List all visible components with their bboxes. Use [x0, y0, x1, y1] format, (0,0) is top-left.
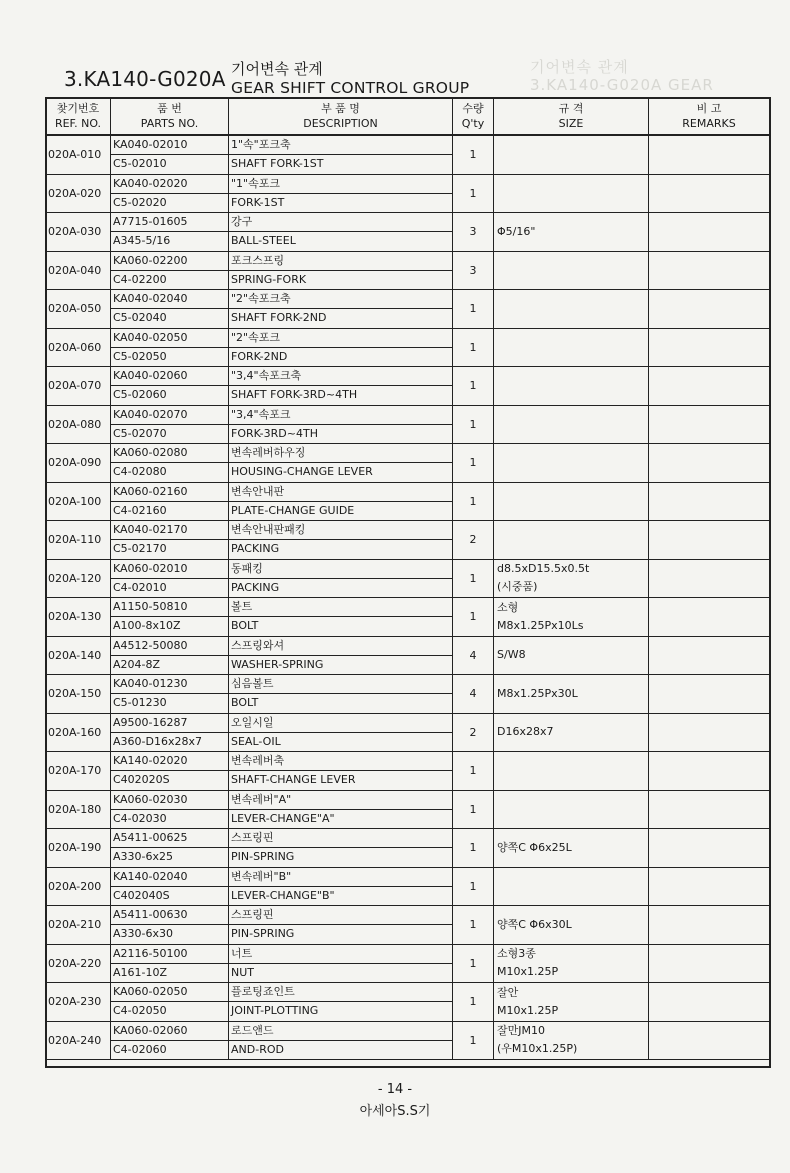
- table-row: [46, 559, 770, 598]
- description-english: FORK-2ND: [231, 349, 288, 363]
- description-cell: [229, 636, 453, 675]
- part-number: KA040-02020: [111, 175, 228, 194]
- size-cell: [494, 867, 649, 906]
- description-cell: [229, 829, 453, 868]
- description-cell: [229, 213, 453, 252]
- description-cell: [229, 790, 453, 829]
- qty-cell: 1: [453, 328, 494, 367]
- size-line-1: 잘만JM10: [497, 1024, 545, 1038]
- description-korean: "1"속포크: [229, 175, 452, 194]
- part-number: KA040-02060: [111, 367, 228, 386]
- description-english: FORK-1ST: [231, 195, 285, 209]
- description-english: SHAFT FORK-1ST: [231, 157, 324, 171]
- qty-cell: 2: [453, 713, 494, 752]
- part-number-alt: C5-02060: [113, 388, 167, 402]
- size-line-1: d8.5xD15.5x0.5t: [497, 562, 590, 576]
- remarks-cell: [649, 444, 770, 483]
- remarks-cell: [649, 752, 770, 791]
- part-number-alt: A330-6x30: [113, 927, 173, 941]
- ref-no-cell: 020A-150: [46, 675, 111, 714]
- remarks-cell: [649, 713, 770, 752]
- table-row: [46, 906, 770, 945]
- qty-cell: 1: [453, 790, 494, 829]
- part-number-alt: C4-02060: [113, 1042, 167, 1056]
- qty-cell: 1: [453, 944, 494, 983]
- qty-cell: 3: [453, 213, 494, 252]
- size-line-2: (우M10x1.25P): [497, 1042, 578, 1056]
- parts-table: [45, 97, 770, 1060]
- size-cell: [494, 251, 649, 290]
- qty-cell: 1: [453, 867, 494, 906]
- table-row: [46, 213, 770, 252]
- size-line-1: 소형: [497, 600, 519, 614]
- part-number: A7715-01605: [111, 213, 228, 232]
- description-korean: "2"속포크축: [229, 290, 452, 309]
- size-line-1: 잘안: [497, 985, 519, 999]
- parts-no-cell: [111, 790, 229, 829]
- ref-no-cell: 020A-060: [46, 328, 111, 367]
- remarks-cell: [649, 790, 770, 829]
- size-line-2: M10x1.25P: [497, 1003, 559, 1017]
- parts-no-cell: [111, 598, 229, 637]
- table-row: [46, 636, 770, 675]
- ref-no-cell: 020A-140: [46, 636, 111, 675]
- description-english: AND-ROD: [231, 1042, 284, 1056]
- description-korean: "3,4"속포크축: [229, 367, 452, 386]
- ref-no-cell: 020A-020: [46, 174, 111, 213]
- size-cell: [494, 983, 649, 1022]
- remarks-cell: [649, 598, 770, 637]
- size-cell: [494, 328, 649, 367]
- description-cell: [229, 867, 453, 906]
- parts-no-cell: [111, 752, 229, 791]
- part-number: KA060-02030: [111, 791, 228, 810]
- description-english: SEAL-OIL: [231, 734, 281, 748]
- parts-no-cell: [111, 135, 229, 174]
- part-number: KA060-02050: [111, 983, 228, 1002]
- size-line-1: 소형3종: [497, 947, 536, 961]
- part-number: A4512-50080: [111, 637, 228, 656]
- remarks-cell: [649, 328, 770, 367]
- description-korean: 스프링와셔: [229, 637, 452, 656]
- table-row: [46, 944, 770, 983]
- ref-no-cell: 020A-160: [46, 713, 111, 752]
- size-cell: [494, 598, 649, 637]
- ref-no-cell: 020A-030: [46, 213, 111, 252]
- description-korean: 동패킹: [229, 560, 452, 579]
- size-cell: [494, 829, 649, 868]
- size-cell: [494, 944, 649, 983]
- table-row: [46, 983, 770, 1022]
- description-english: BALL-STEEL: [231, 234, 296, 248]
- description-cell: [229, 944, 453, 983]
- qty-cell: 1: [453, 174, 494, 213]
- parts-no-cell: [111, 328, 229, 367]
- ref-no-cell: 020A-010: [46, 135, 111, 174]
- remarks-cell: [649, 1021, 770, 1060]
- table-row: [46, 174, 770, 213]
- qty-cell: 1: [453, 444, 494, 483]
- table-row: [46, 290, 770, 329]
- parts-no-cell: [111, 290, 229, 329]
- remarks-cell: [649, 867, 770, 906]
- parts-no-cell: [111, 251, 229, 290]
- qty-cell: 1: [453, 752, 494, 791]
- remarks-cell: [649, 559, 770, 598]
- description-cell: [229, 482, 453, 521]
- description-korean: 스프링핀: [229, 906, 452, 925]
- table-header-row: [46, 98, 770, 136]
- ref-no-cell: 020A-220: [46, 944, 111, 983]
- group-title-korean: 기어변속 관계: [231, 60, 323, 78]
- description-korean: 변속레버"A": [229, 791, 452, 810]
- qty-cell: 2: [453, 521, 494, 560]
- part-number-alt: C5-02170: [113, 542, 167, 556]
- qty-cell: 1: [453, 1021, 494, 1060]
- col-header-description: 부 품 명 DESCRIPTION: [229, 98, 453, 136]
- parts-no-cell: [111, 367, 229, 406]
- part-number: A1150-50810: [111, 598, 228, 617]
- size-cell: [494, 290, 649, 329]
- part-number-alt: C4-02200: [113, 272, 167, 286]
- description-korean: 변속레버"B": [229, 868, 452, 887]
- remarks-cell: [649, 906, 770, 945]
- table-row: [46, 405, 770, 444]
- description-cell: [229, 713, 453, 752]
- remarks-cell: [649, 482, 770, 521]
- size-cell: [494, 135, 649, 174]
- col-header-qty: 수량 Q'ty: [453, 98, 494, 136]
- group-code: 3.KA140-G020A: [64, 67, 226, 91]
- part-number-alt: A161-10Z: [113, 965, 168, 979]
- part-number-alt: A345-5/16: [113, 234, 171, 248]
- ref-no-cell: 020A-040: [46, 251, 111, 290]
- description-cell: [229, 906, 453, 945]
- ref-no-cell: 020A-210: [46, 906, 111, 945]
- table-row: [46, 367, 770, 406]
- description-english: WASHER-SPRING: [231, 657, 324, 671]
- description-korean: "3,4"속포크: [229, 406, 452, 425]
- remarks-cell: [649, 829, 770, 868]
- part-number-alt: C5-02070: [113, 426, 167, 440]
- remarks-cell: [649, 290, 770, 329]
- table-row: [46, 328, 770, 367]
- part-number-alt: C5-02040: [113, 311, 167, 325]
- size-cell: [494, 521, 649, 560]
- parts-no-cell: [111, 636, 229, 675]
- description-korean: 변속레버하우징: [229, 444, 452, 463]
- remarks-cell: [649, 405, 770, 444]
- description-cell: [229, 521, 453, 560]
- description-english: LEVER-CHANGE"B": [231, 888, 335, 902]
- part-number-alt: A100-8x10Z: [113, 619, 181, 633]
- qty-cell: 4: [453, 636, 494, 675]
- size-line-1: M8x1.25Px30L: [497, 686, 578, 700]
- bleed-through-text: 기어변속 관계 3.KA140-G020A GEAR: [530, 58, 714, 94]
- description-english: HOUSING-CHANGE LEVER: [231, 465, 373, 479]
- part-number: A5411-00630: [111, 906, 228, 925]
- size-cell: [494, 636, 649, 675]
- description-korean: 1"속"포크축: [229, 136, 452, 155]
- qty-cell: 1: [453, 983, 494, 1022]
- description-english: NUT: [231, 965, 254, 979]
- table-row: [46, 790, 770, 829]
- ref-no-cell: 020A-080: [46, 405, 111, 444]
- part-number: KA040-02070: [111, 406, 228, 425]
- description-cell: [229, 405, 453, 444]
- description-korean: 플로팅죠인트: [229, 983, 452, 1002]
- size-line-2: (시중품): [497, 580, 538, 594]
- description-english: PLATE-CHANGE GUIDE: [231, 503, 355, 517]
- parts-no-cell: [111, 983, 229, 1022]
- parts-no-cell: [111, 906, 229, 945]
- description-english: LEVER-CHANGE"A": [231, 811, 335, 825]
- ref-no-cell: 020A-130: [46, 598, 111, 637]
- size-cell: [494, 405, 649, 444]
- part-number-alt: A330-6x25: [113, 850, 173, 864]
- ref-no-cell: 020A-180: [46, 790, 111, 829]
- description-cell: [229, 367, 453, 406]
- part-number-alt: C4-02050: [113, 1004, 167, 1018]
- remarks-cell: [649, 675, 770, 714]
- ref-no-cell: 020A-050: [46, 290, 111, 329]
- ref-no-cell: 020A-070: [46, 367, 111, 406]
- table-row: [46, 482, 770, 521]
- ref-no-cell: 020A-240: [46, 1021, 111, 1060]
- part-number-alt: C4-02080: [113, 465, 167, 479]
- part-number: A5411-00625: [111, 829, 228, 848]
- table-row: [46, 135, 770, 174]
- parts-no-cell: [111, 1021, 229, 1060]
- description-cell: [229, 251, 453, 290]
- col-header-remarks: 비 고 REMARKS: [649, 98, 770, 136]
- col-header-ref: 찾기번호 REF. NO.: [46, 98, 111, 136]
- remarks-cell: [649, 944, 770, 983]
- description-english: FORK-3RD~4TH: [231, 426, 318, 440]
- size-line-1: S/W8: [497, 648, 526, 662]
- ref-no-cell: 020A-190: [46, 829, 111, 868]
- parts-no-cell: [111, 174, 229, 213]
- col-header-parts-no: 품 번 PARTS NO.: [111, 98, 229, 136]
- part-number: A2116-50100: [111, 945, 228, 964]
- description-cell: [229, 675, 453, 714]
- description-english: SPRING-FORK: [231, 272, 307, 286]
- description-korean: 변속레버축: [229, 752, 452, 771]
- part-number-alt: C5-02020: [113, 195, 167, 209]
- table-row: [46, 867, 770, 906]
- qty-cell: 4: [453, 675, 494, 714]
- size-cell: [494, 444, 649, 483]
- qty-cell: 1: [453, 405, 494, 444]
- description-english: PACKING: [231, 542, 280, 556]
- qty-cell: 1: [453, 135, 494, 174]
- size-cell: [494, 790, 649, 829]
- size-line-1: D16x28x7: [497, 725, 554, 739]
- part-number: KA040-02010: [111, 136, 228, 155]
- ref-no-cell: 020A-170: [46, 752, 111, 791]
- table-row: [46, 251, 770, 290]
- part-number: A9500-16287: [111, 714, 228, 733]
- size-cell: [494, 174, 649, 213]
- description-english: BOLT: [231, 619, 259, 633]
- ref-no-cell: 020A-110: [46, 521, 111, 560]
- table-row: [46, 598, 770, 637]
- part-number-alt: C402020S: [113, 773, 170, 787]
- part-number: KA040-02050: [111, 329, 228, 348]
- description-korean: 로드앤드: [229, 1022, 452, 1041]
- qty-cell: 1: [453, 559, 494, 598]
- parts-no-cell: [111, 675, 229, 714]
- part-number-alt: A204-8Z: [113, 657, 161, 671]
- part-number-alt: C4-02160: [113, 503, 167, 517]
- description-cell: [229, 559, 453, 598]
- table-row: [46, 675, 770, 714]
- part-number: KA140-02020: [111, 752, 228, 771]
- ref-no-cell: 020A-100: [46, 482, 111, 521]
- size-line-1: 양쪽C Φ6x30L: [497, 917, 572, 931]
- part-number: KA060-02160: [111, 483, 228, 502]
- description-cell: [229, 752, 453, 791]
- part-number-alt: A360-D16x28x7: [113, 734, 202, 748]
- description-korean: 변속안내판패킹: [229, 521, 452, 540]
- ref-no-cell: 020A-230: [46, 983, 111, 1022]
- description-english: PACKING: [231, 580, 280, 594]
- parts-no-cell: [111, 213, 229, 252]
- description-english: PIN-SPRING: [231, 927, 295, 941]
- description-korean: 포크스프링: [229, 252, 452, 271]
- parts-no-cell: [111, 867, 229, 906]
- description-korean: 너트: [229, 945, 452, 964]
- size-cell: [494, 559, 649, 598]
- part-number: KA040-01230: [111, 675, 228, 694]
- parts-no-cell: [111, 405, 229, 444]
- size-line-1: Φ5/16": [497, 224, 536, 238]
- description-english: BOLT: [231, 696, 259, 710]
- parts-no-cell: [111, 521, 229, 560]
- part-number: KA060-02060: [111, 1022, 228, 1041]
- description-cell: [229, 135, 453, 174]
- size-cell: [494, 367, 649, 406]
- ref-no-cell: 020A-200: [46, 867, 111, 906]
- size-cell: [494, 675, 649, 714]
- size-line-2: M8x1.25Px10Ls: [497, 618, 584, 632]
- description-cell: [229, 444, 453, 483]
- size-cell: [494, 1021, 649, 1060]
- size-line-2: M10x1.25P: [497, 965, 559, 979]
- description-english: SHAFT-CHANGE LEVER: [231, 773, 356, 787]
- description-korean: 볼트: [229, 598, 452, 617]
- remarks-cell: [649, 367, 770, 406]
- size-cell: [494, 482, 649, 521]
- size-line-1: 양쪽C Φ6x25L: [497, 840, 572, 854]
- table-row: [46, 713, 770, 752]
- description-cell: [229, 290, 453, 329]
- qty-cell: 1: [453, 598, 494, 637]
- size-cell: [494, 713, 649, 752]
- col-header-size: 규 격 SIZE: [494, 98, 649, 136]
- remarks-cell: [649, 521, 770, 560]
- description-cell: [229, 598, 453, 637]
- part-number: KA040-02170: [111, 521, 228, 540]
- size-cell: [494, 906, 649, 945]
- parts-table-body: [46, 135, 770, 1060]
- description-korean: 스프링핀: [229, 829, 452, 848]
- part-number: KA060-02200: [111, 252, 228, 271]
- ref-no-cell: 020A-120: [46, 559, 111, 598]
- table-row: [46, 829, 770, 868]
- description-cell: [229, 983, 453, 1022]
- parts-no-cell: [111, 559, 229, 598]
- remarks-cell: [649, 636, 770, 675]
- parts-no-cell: [111, 482, 229, 521]
- description-korean: 강구: [229, 213, 452, 232]
- part-number: KA040-02040: [111, 290, 228, 309]
- qty-cell: 1: [453, 906, 494, 945]
- size-cell: [494, 213, 649, 252]
- size-cell: [494, 752, 649, 791]
- qty-cell: 1: [453, 482, 494, 521]
- ref-no-cell: 020A-090: [46, 444, 111, 483]
- remarks-cell: [649, 251, 770, 290]
- parts-no-cell: [111, 713, 229, 752]
- part-number-alt: C4-02030: [113, 811, 167, 825]
- part-number-alt: C4-02010: [113, 580, 167, 594]
- description-korean: 오일시일: [229, 714, 452, 733]
- part-number-alt: C402040S: [113, 888, 170, 902]
- remarks-cell: [649, 213, 770, 252]
- remarks-cell: [649, 174, 770, 213]
- part-number: KA060-02010: [111, 560, 228, 579]
- group-title-english: GEAR SHIFT CONTROL GROUP: [231, 79, 470, 97]
- part-number: KA060-02080: [111, 444, 228, 463]
- description-english: PIN-SPRING: [231, 850, 295, 864]
- description-cell: [229, 174, 453, 213]
- description-english: JOINT-PLOTTING: [231, 1004, 319, 1018]
- part-number-alt: C5-02050: [113, 349, 167, 363]
- description-korean: 변속안내판: [229, 483, 452, 502]
- qty-cell: 3: [453, 251, 494, 290]
- description-english: SHAFT FORK-2ND: [231, 311, 327, 325]
- table-row: [46, 444, 770, 483]
- qty-cell: 1: [453, 829, 494, 868]
- description-english: SHAFT FORK-3RD~4TH: [231, 388, 358, 402]
- table-row: [46, 521, 770, 560]
- parts-no-cell: [111, 444, 229, 483]
- description-cell: [229, 328, 453, 367]
- description-korean: "2"속포크: [229, 329, 452, 348]
- remarks-cell: [649, 135, 770, 174]
- description-cell: [229, 1021, 453, 1060]
- company-name: 아세아S.S기: [359, 1104, 431, 1119]
- part-number-alt: C5-02010: [113, 157, 167, 171]
- part-number-alt: C5-01230: [113, 696, 167, 710]
- part-number: KA140-02040: [111, 868, 228, 887]
- description-korean: 심음볼트: [229, 675, 452, 694]
- qty-cell: 1: [453, 290, 494, 329]
- parts-no-cell: [111, 944, 229, 983]
- qty-cell: 1: [453, 367, 494, 406]
- table-row: [46, 1021, 770, 1060]
- page-number: - 14 -: [377, 1082, 413, 1097]
- parts-no-cell: [111, 829, 229, 868]
- remarks-cell: [649, 983, 770, 1022]
- table-row: [46, 752, 770, 791]
